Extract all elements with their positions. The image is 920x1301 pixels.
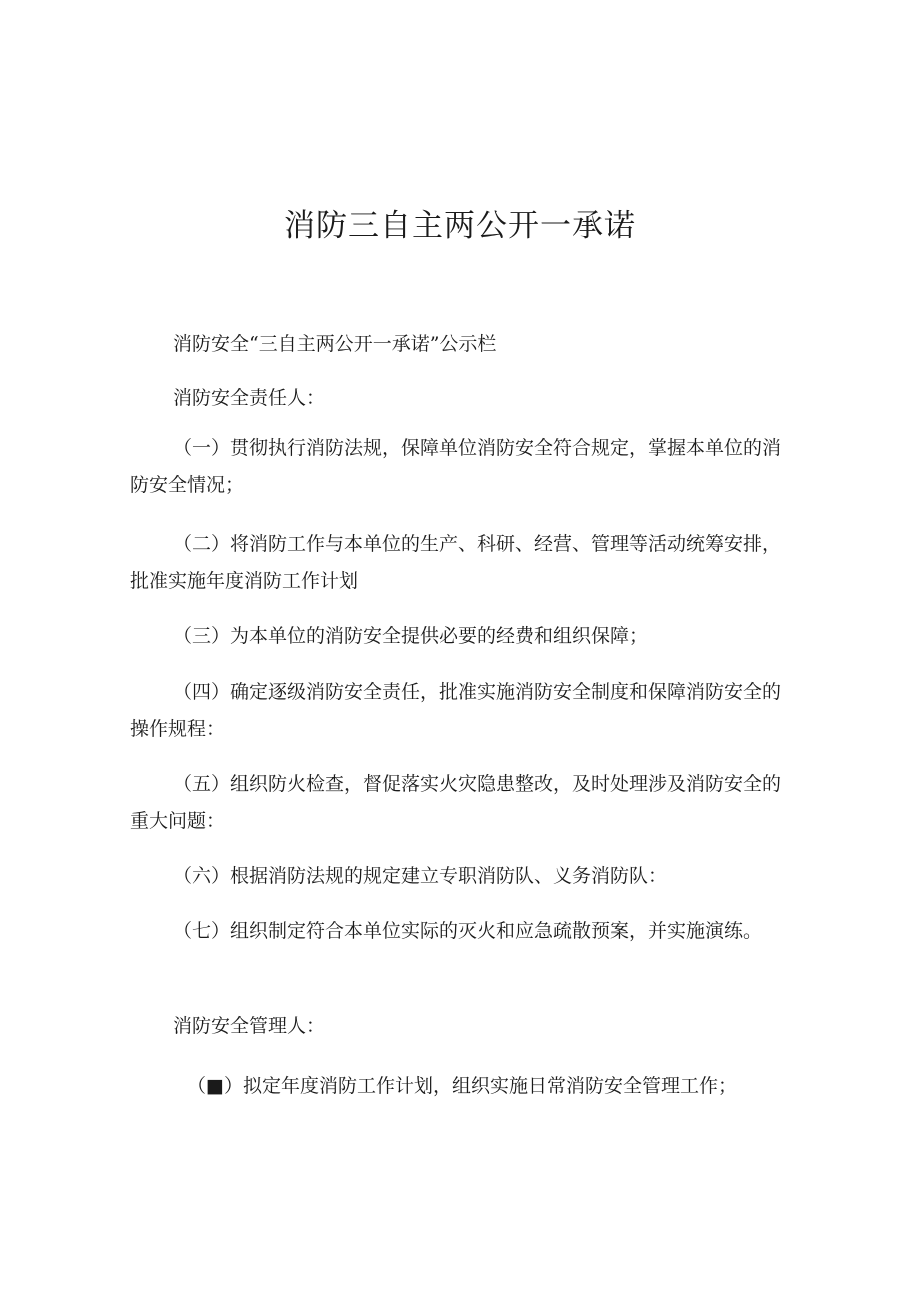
responsibility-item-2: （二）将消防工作与本单位的生产、科研、经营、管理等活动统筹安排，批准实施年度消防工作计划 bbox=[130, 533, 782, 592]
manager-heading: 消防安全管理人： bbox=[173, 1015, 326, 1037]
responsibility-item-1: （一）贯彻执行消防法规，保障单位消防安全符合规定，掌握本单位的消防安全情况； bbox=[130, 437, 782, 496]
document-title: 消防三自主两公开一承诺 bbox=[284, 208, 636, 244]
manager-item-1: （■）拟定年度消防工作计划，组织实施日常消防安全管理工作； bbox=[187, 1075, 737, 1097]
responsibility-item-6: （六）根据消防法规的规定建立专职消防队、义务消防队： bbox=[173, 865, 668, 887]
responsibility-item-5: （五）组织防火检查，督促落实火灾隐患整改，及时处理涉及消防安全的重大问题： bbox=[130, 773, 782, 832]
responsibility-item-3: （三）为本单位的消防安全提供必要的经费和组织保障； bbox=[173, 625, 649, 647]
responsibility-item-4: （四）确定逐级消防安全责任，批准实施消防安全制度和保障消防安全的操作规程： bbox=[130, 681, 782, 740]
notice-heading: 消防安全“三自主两公开一承诺”公示栏 bbox=[173, 333, 497, 355]
responsible-person-heading: 消防安全责任人： bbox=[173, 387, 326, 409]
responsibility-item-7: （七）组织制定符合本单位实际的灭火和应急疏散预案，并实施演练。 bbox=[173, 920, 763, 942]
